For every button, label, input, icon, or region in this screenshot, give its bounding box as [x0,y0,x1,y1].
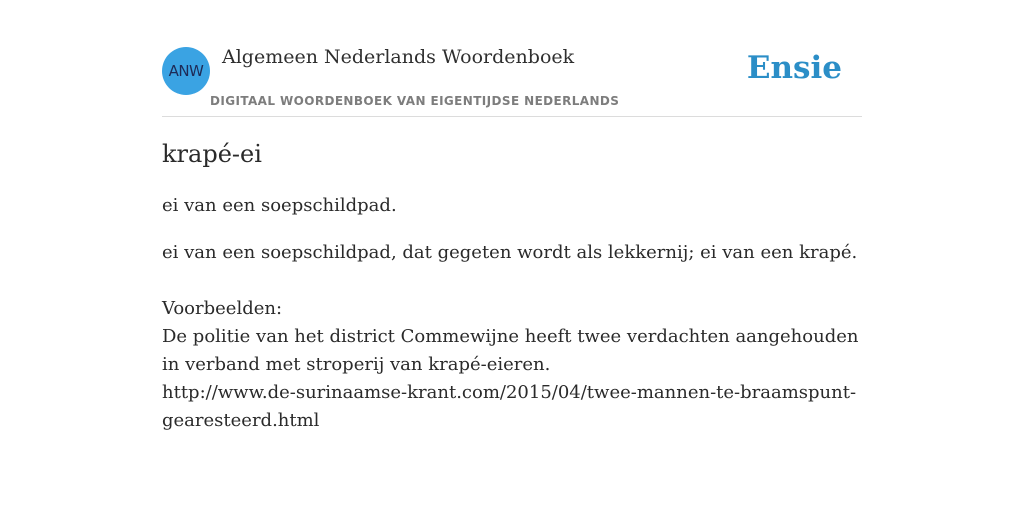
site-header [162,46,862,117]
entry-headword: krapé-ei [162,140,262,168]
dictionary-subtitle: DIGITAAL WOORDENBOEK VAN EIGENTIJDSE NEDERLANDS [210,94,620,108]
anw-logo[interactable]: ANW [162,47,210,95]
long-definition: ei van een soepschildpad, dat gegeten wordt als lekkernij; ei van een krapé. [162,242,858,263]
entry-content [162,138,862,435]
example-sentence: De politie van het district Commewijne heeft twee verdachten aangehouden in verband met stroperij van krapé-eieren. [162,326,859,375]
examples-label: Voorbeelden: [162,298,283,319]
dictionary-title: Algemeen Nederlands Woordenboek [222,46,575,68]
ensie-brand-logo[interactable]: Ensie [746,50,842,86]
example-source-url: http://www.de-surinaamse-krant.com/2015/04/twee-mannen-te-braamspunt-gearesteerd.html [162,382,857,431]
examples-section [162,295,862,435]
short-definition: ei van een soepschildpad. [162,195,397,216]
